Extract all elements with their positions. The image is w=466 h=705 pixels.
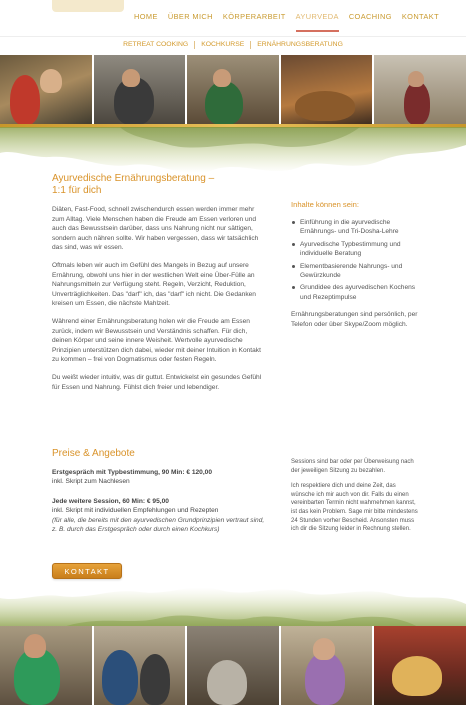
price-detail: inkl. Skript mit individuellen Empfehlungen und Rezepten	[52, 507, 219, 515]
paragraph: Oftmals leben wir auch im Gefühl des Mangels in Bezug auf unsere Ernährung, obwohl uns hier in der westlichen Welt eine Über-Fülle an Nahrungsmitteln zur Verfügung steht. Regeln, Verzicht, Reduktion, Unverträglichkeiten. Das "darf" ich, das "darf" ich nicht. Die Gedanken kreisen um Essen, die nächste Mahlzeit.	[52, 261, 256, 308]
subnav-retreat-cooking[interactable]: RETREAT COOKING	[117, 41, 195, 49]
photo	[187, 55, 279, 125]
paragraph: Du weißt wieder intuitiv, was dir guttut. Entwickelst ein gesundes Gefühl für Essen und Nahrung. Fühlst dich freier und lebendiger.	[52, 373, 262, 391]
terms-text: Ich respektiere dich und deine Zeit, das wünsche ich mir auch von dir. Falls du einen vereinbarten Termin nicht wahrnehmen kannst, ist das kein Problem. Sage mir bitte mindestens 24 Stunden vorher Bescheid. Ansonsten muss ich dir die Sitzung leider in Rechnung stellen.	[291, 483, 418, 533]
photo-strip-top	[0, 55, 466, 125]
nav-coaching[interactable]: COACHING	[348, 12, 392, 21]
price-item	[52, 468, 267, 487]
sub-nav	[0, 36, 466, 52]
content-list	[291, 218, 421, 302]
photo	[94, 55, 186, 125]
photo	[374, 626, 466, 705]
page-title: Ayurvedische Ernährungsberatung – 1:1 für dich	[52, 173, 215, 196]
price-detail: inkl. Skript zum Nachlesen	[52, 478, 130, 486]
photo	[281, 626, 373, 705]
nav-kontakt[interactable]: KONTAKT	[401, 12, 439, 21]
list-item: Elementbasierende Nahrungs- und Gewürzkunde	[291, 262, 421, 281]
photo	[374, 55, 466, 125]
sidebar-content	[291, 200, 421, 329]
prices-heading: Preise & Angebote	[52, 448, 135, 459]
price-title: Erstgespräch mit Typbestimmung, 90 Min: € 120,00	[52, 469, 213, 476]
terms-section	[291, 458, 421, 541]
site-header	[0, 0, 466, 34]
price-item	[52, 497, 267, 535]
photo	[94, 626, 186, 705]
list-item: Grundidee des ayurvedischen Kochens und Rezeptimpulse	[291, 283, 421, 302]
paragraph: Während einer Ernährungsberatung holen wir die Freude am Essen zurück, indem wir Bewusstsein und Verständnis schaffen. Für dich, deinen Körper und seine innere Weisheit. Wertvolle ayurvedische Prinzipien unterstützen dich dabei, wieder mit deiner Intuition in Kontakt zu kommen – frei von Dogmatismus oder festen Regeln.	[52, 317, 261, 364]
photo	[281, 55, 373, 125]
price-note: (für alle, die bereits mit den ayurvedischen Grundprinzipien vertraut sind, z. B. durch das Erstgespräch oder durch einen Kochkurs)	[52, 516, 265, 534]
list-item: Einführung in die ayurvedische Ernährungs- und Tri-Dosha-Lehre	[291, 218, 421, 237]
prices-section	[52, 448, 267, 534]
nav-koerperarbeit[interactable]: KÖRPERARBEIT	[222, 12, 286, 21]
terms-text: Sessions sind bar oder per Überweisung nach der jeweiligen Sitzung zu bezahlen.	[291, 459, 414, 474]
photo-strip-bottom	[0, 626, 466, 705]
price-title: Jede weitere Session, 60 Min: € 95,00	[52, 497, 169, 505]
photo	[0, 626, 92, 705]
paragraph: Diäten, Fast-Food, schnell zwischendurch essen werden immer mehr zum Alltag. Viele Menschen haben die Freude am Essen verloren und auch das Bewusstsein darüber, dass uns Nahrung nicht nur sättigen, sondern auch nähren sollte. Wir haben vergessen, dass wir tatsächlich das sind, was wir essen.	[52, 206, 259, 252]
nav-ueber-mich[interactable]: ÜBER MICH	[167, 12, 213, 21]
contact-button[interactable]: KONTAKT	[52, 563, 122, 579]
nav-home[interactable]: HOME	[134, 12, 158, 21]
sidebar-heading: Inhalte können sein:	[291, 200, 359, 209]
subnav-ernaehrungsberatung[interactable]: ERNÄHRUNGSBERATUNG	[257, 40, 343, 48]
sidebar-note: Ernährungsberatungen sind persönlich, per Telefon oder über Skype/Zoom möglich.	[291, 311, 418, 328]
list-item: Ayurvedische Typbestimmung und individuelle Beratung	[291, 240, 421, 259]
watercolor-decoration	[0, 127, 466, 179]
photo	[0, 55, 92, 125]
watercolor-decoration	[0, 578, 466, 628]
logo[interactable]	[52, 0, 124, 12]
nav-ayurveda[interactable]: AYURVEDA	[291, 12, 344, 21]
subnav-kochkurse[interactable]: KOCHKURSE	[195, 41, 251, 49]
photo	[187, 626, 279, 705]
main-nav	[129, 12, 444, 21]
main-content	[52, 173, 267, 392]
